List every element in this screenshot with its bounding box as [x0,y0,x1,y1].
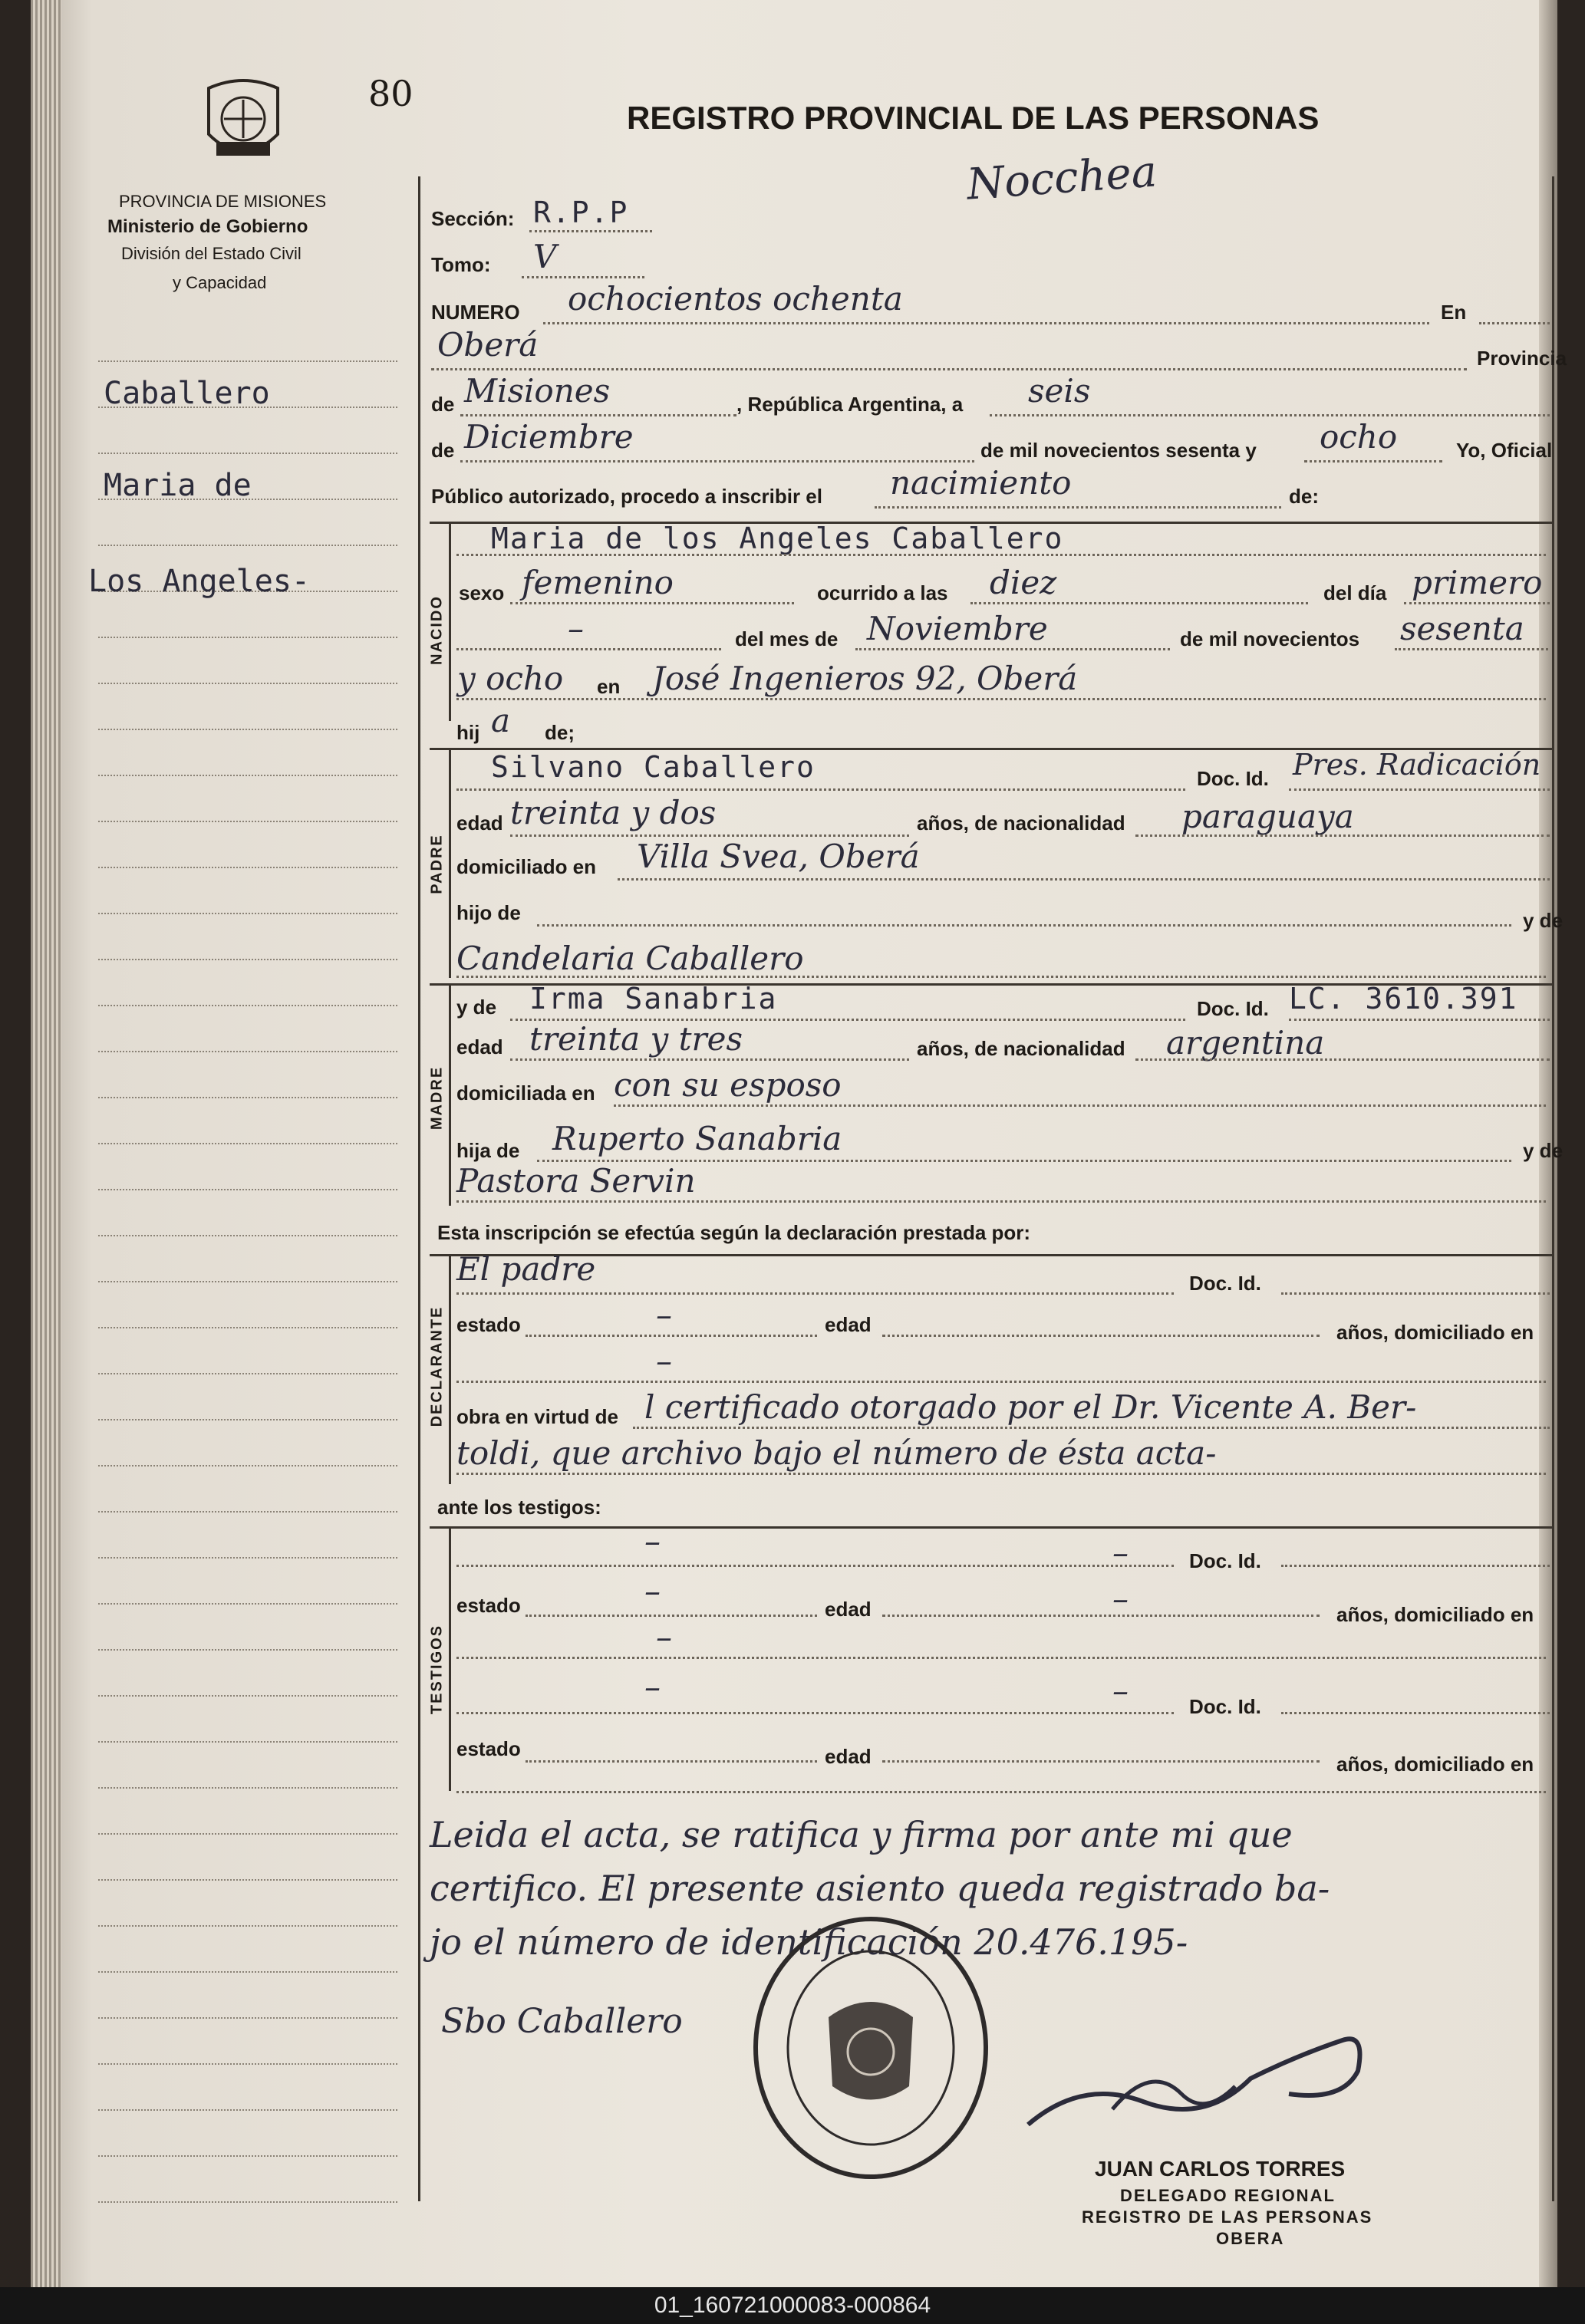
margin-given-name-1: Maria de [104,468,252,503]
testigo2-doc-label: Doc. Id. [1189,1695,1261,1718]
official-title2: REGISTRO DE LAS PERSONAS [1082,2207,1373,2227]
dia-value: primero [1412,564,1543,601]
declarante-name: El padre [456,1250,596,1288]
del-mes-label: del mes de [735,627,839,650]
margin-rule [98,1097,397,1098]
issuer-ministry: Ministerio de Gobierno [107,216,308,237]
official-seal-stamp [744,1910,997,2186]
book-page-edges [31,0,61,2287]
testigo1-edad-dash: – [1112,1580,1129,1618]
declarante-section-label: DECLARANTE [428,1305,446,1427]
testigo2-edad-label: edad [825,1745,872,1768]
year-value: ocho [1320,418,1398,456]
testigo1-dash-a: – [644,1522,661,1560]
page-number: 80 [368,73,414,114]
padre-de-madre-value: Ruperto Sanabria [552,1120,842,1157]
padre-nac-value: paraguaya [1181,798,1354,835]
margin-rule [98,1465,397,1466]
padre-domicilio-value: Villa Svea, Oberá [637,838,920,875]
document-page [31,0,1567,2287]
lugar-value: José Ingenieros 92, Oberá [652,660,1078,697]
publico-label: Público autorizado, procedo a inscribir el [431,485,822,508]
margin-rule [98,1005,397,1006]
margin-surname: Caballero [104,376,270,411]
image-caption: 01_160721000083-000864 [0,2287,1585,2324]
declarante-intro: Esta inscripción se efectúa según la declaración prestada por: [437,1221,1031,1244]
margin-rule [98,959,397,960]
margin-rule [98,1281,397,1282]
margin-rule [98,1189,397,1190]
margin-rule [98,1235,397,1236]
official-signature [1020,2010,1381,2140]
testigo1-dash-b: – [1112,1534,1129,1572]
declarante-estado-label: estado [456,1313,521,1336]
margin-rule [98,729,397,730]
issuer-capacity: y Capacidad [173,273,267,292]
madre-y-de-label: y de [1523,1139,1564,1162]
city-value: Oberá [437,326,539,364]
madre-name: Irma Sanabria [529,982,778,1016]
mes-value: Noviembre [867,610,1048,647]
official-name: JUAN CARLOS TORRES [1095,2157,1346,2181]
margin-rule [98,1741,397,1743]
obra-label: obra en virtud de [456,1405,618,1428]
nacido-section-label: NACIDO [428,595,446,665]
testigo1-edad-label: edad [825,1598,872,1621]
madre-section-label: MADRE [428,1065,446,1131]
registry-title: REGISTRO PROVINCIAL DE LAS PERSONAS [627,100,1320,136]
anio-value: sesenta [1400,610,1524,647]
madre-nac-label: años, de nacionalidad [917,1037,1125,1060]
seccion-value: R.P.P [533,196,629,229]
oficial-label: Yo, Oficial [1456,439,1553,462]
numero-label: NUMERO [431,301,520,324]
closing-line2: certifico. El presente asiento queda registrado ba- [430,1868,1330,1909]
republica-label: , República Argentina, a [736,393,964,416]
margin-rule [98,1925,397,1927]
day-value: seis [1028,372,1091,410]
declarante-doc-label: Doc. Id. [1189,1272,1261,1295]
closing-line3: jo el número de identificación 20.476.195- [430,1921,1188,1963]
margin-rule [98,1649,397,1651]
margin-rule [98,2109,397,2111]
margin-rule [98,1603,397,1605]
padre-doc-value: Pres. Radicación [1293,748,1541,782]
margin-rule [98,867,397,868]
issuer-province: PROVINCIA DE MISIONES [119,192,327,211]
en-label: En [1441,301,1467,324]
madre-doc-value: LC. 3610.391 [1289,982,1518,1016]
margin-rule [98,1143,397,1144]
coat-of-arms-emblem [201,73,285,173]
testigos-section-label: TESTIGOS [428,1624,446,1715]
margin-rule [98,1557,397,1559]
hora-value: diez [990,564,1057,601]
obra-value-line1: l certificado otorgado por el Dr. Vicente A. Ber- [644,1388,1417,1426]
testigo1-estado-label: estado [456,1594,521,1617]
testigo2-estado-label: estado [456,1737,521,1760]
closing-line1: Leida el acta, se ratifica y firma por ante mi que [430,1814,1293,1855]
en-birthplace-label: en [597,675,621,698]
hij-value: a [491,702,511,739]
padre-y-de-label: y de [1523,909,1564,932]
ocurrido-label: ocurrido a las [817,581,948,604]
province-value: Misiones [464,372,611,410]
seccion-label: Sección: [431,207,515,230]
testigo2-dash-a: – [644,1668,661,1706]
mil-label: de mil novecientos [1180,627,1360,650]
margin-rule [98,2201,397,2203]
margin-rule [98,1833,397,1835]
madre-domicilio-value: con su esposo [614,1066,842,1104]
margin-given-name-2: Los Angeles- [88,564,310,599]
padre-edad-label: edad [456,811,503,834]
margin-rule [98,775,397,776]
madre-y-de-label: y de [456,996,497,1019]
testigo1-domicilio-dash: – [656,1618,672,1656]
testigo1-estado-dash: – [644,1572,661,1610]
numero-value: ochocientos ochenta [568,280,903,318]
madre-doc-label: Doc. Id. [1197,997,1269,1020]
margin-rule [98,2063,397,2065]
nacido-name: Maria de los Angeles Caballero [491,522,1064,555]
testigo1-anios-label: años, domiciliado en [1336,1603,1534,1626]
padre-doc-label: Doc. Id. [1197,767,1269,790]
testigo1-doc-label: Doc. Id. [1189,1549,1261,1572]
de-colon-label: de: [1289,485,1319,508]
margin-rule [98,1327,397,1328]
margin-rule [98,1373,397,1374]
sexo-value: femenino [522,564,674,601]
madre-edad-label: edad [456,1035,503,1058]
hij-de-label: de; [545,721,575,744]
margin-rule [98,2017,397,2019]
margin-rule [98,1879,397,1881]
provincia-label: Provincia [1477,347,1567,370]
madre-de-madre-value: Pastora Servin [456,1162,696,1200]
declarante-anios-label: años, domiciliado en [1336,1321,1534,1344]
frame-left-rule [418,176,420,2201]
sexo-label: sexo [459,581,505,604]
year-text-label: de mil novecientos sesenta y [980,439,1257,462]
nacido-dash: – [568,610,584,647]
padre-domicilio-label: domiciliado en [456,855,597,878]
margin-rule [98,1419,397,1420]
margin-rule [98,1051,397,1052]
tomo-label: Tomo: [431,253,491,276]
de2-label: de [431,439,455,462]
madre-edad-value: treinta y tres [529,1020,743,1058]
testigo2-anios-label: años, domiciliado en [1336,1753,1534,1776]
official-title1: DELEGADO REGIONAL [1120,2186,1336,2205]
margin-rule [98,821,397,822]
declarante-domicilio-dash: – [656,1342,672,1380]
margin-rule [98,1787,397,1789]
tomo-value: V [533,238,557,275]
margin-rule [98,1695,397,1697]
margin-rule [98,453,397,454]
padre-edad-value: treinta y dos [510,794,717,831]
del-dia-label: del día [1323,581,1387,604]
declarante-estado-dash: – [656,1296,672,1334]
declarant-signature: Sbo Caballero [441,2002,683,2041]
testigo2-dash-b: – [1112,1672,1129,1710]
madre-de-padre-value: Candelaria Caballero [456,940,804,977]
padre-section-label: PADRE [428,834,446,894]
hij-label: hij [456,721,480,744]
margin-rule [98,683,397,684]
frame-right-rule [1552,176,1554,2201]
month-value: Diciembre [464,418,634,456]
issuer-division: División del Estado Civil [121,244,302,263]
margin-rule [98,1511,397,1513]
de-label: de [431,393,455,416]
padre-nac-label: años, de nacionalidad [917,811,1125,834]
top-signature: Nocchea [965,146,1159,210]
margin-rule [98,545,397,546]
margin-rule [98,1971,397,1973]
obra-value-line2: toldi, que archivo bajo el número de ésta acta- [456,1434,1217,1472]
margin-rule [98,637,397,638]
declarante-edad-label: edad [825,1313,872,1336]
act-value: nacimiento [890,464,1072,502]
testigos-intro: ante los testigos: [437,1496,601,1519]
margin-rule [98,2155,397,2157]
madre-hija-de-label: hija de [456,1139,520,1162]
madre-nac-value: argentina [1166,1024,1325,1062]
padre-name: Silvano Caballero [491,750,816,784]
madre-domicilio-label: domiciliada en [456,1081,595,1104]
margin-rule [98,360,397,362]
official-title3: OBERA [1216,2229,1285,2248]
padre-hijo-de-label: hijo de [456,901,521,924]
anio-cont-value: y ocho [457,660,564,697]
margin-rule [98,913,397,914]
